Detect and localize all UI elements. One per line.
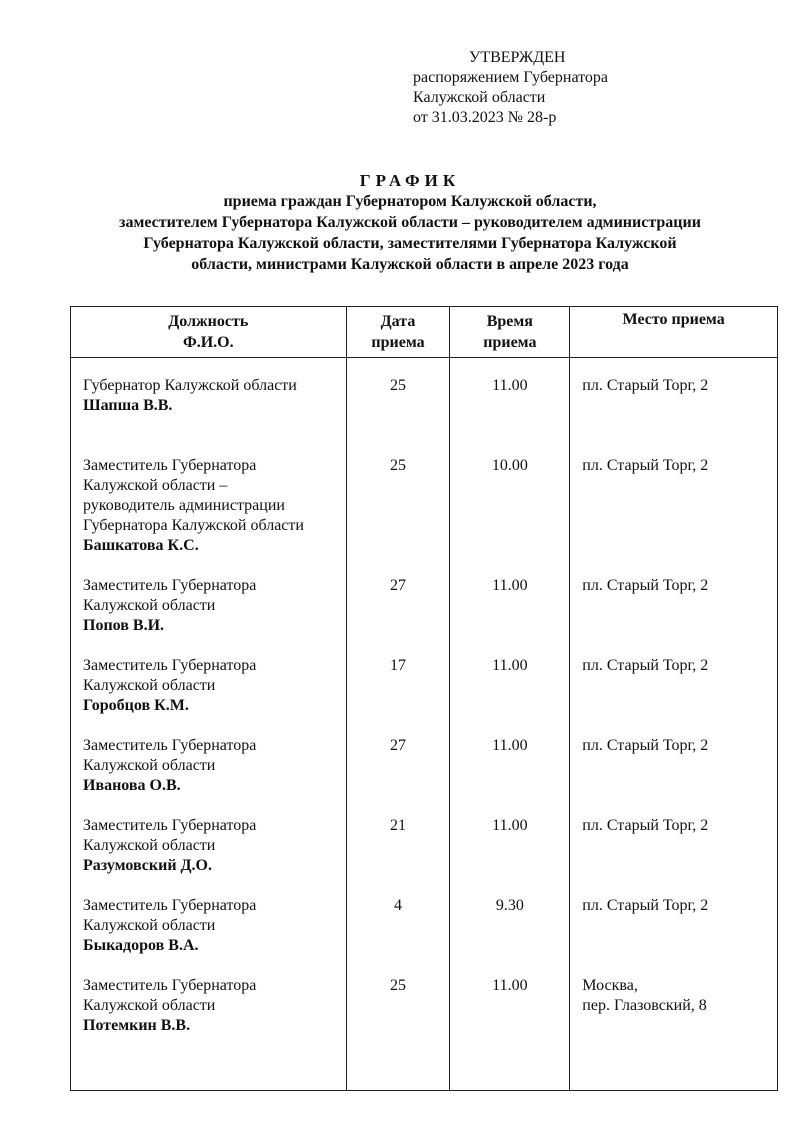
person-name: Попов В.И.: [83, 617, 165, 634]
header-date-line-1: Дата: [380, 313, 416, 330]
person-name: Шапша В.В.: [83, 397, 173, 414]
document-title: [60, 170, 760, 275]
table-row: [71, 450, 778, 570]
header-position-line-1: Должность: [168, 313, 249, 330]
title-line-1: приема граждан Губернатором Калужской области,: [223, 193, 597, 210]
date-cell: 25: [346, 358, 450, 451]
time-cell: 9.30: [450, 890, 570, 970]
position-text: Губернатор Калужской области: [83, 377, 297, 394]
position-cell: [71, 810, 347, 890]
place-cell: пл. Старый Торг, 2: [570, 570, 778, 650]
position-cell: [71, 970, 347, 1091]
place-cell: пл. Старый Торг, 2: [570, 650, 778, 730]
title-line-2: заместителем Губернатора Калужской области – руководителем администрации: [119, 214, 701, 231]
position-text: Заместитель Губернатора Калужской области – руководитель администрации Губернатора Калужской области: [83, 457, 304, 534]
table-row: [71, 570, 778, 650]
time-cell: 11.00: [450, 730, 570, 810]
position-text: Заместитель Губернатора Калужской области: [83, 657, 257, 694]
approval-stamp: [413, 48, 608, 128]
schedule-table: [70, 306, 778, 1091]
position-cell: [71, 450, 347, 570]
person-name: Башкатова К.С.: [83, 537, 199, 554]
date-cell: 27: [346, 730, 450, 810]
position-text: Заместитель Губернатора Калужской области: [83, 577, 257, 614]
date-cell: 25: [346, 970, 450, 1091]
person-name: Горобцов К.М.: [83, 697, 189, 714]
person-name: Быкадоров В.А.: [83, 937, 199, 954]
approval-line-3: Калужской области: [413, 89, 546, 106]
place-cell: пл. Старый Торг, 2: [570, 450, 778, 570]
table-row: [71, 970, 778, 1091]
place-cell: пл. Старый Торг, 2: [570, 358, 778, 451]
title-line-4: области, министрами Калужской области в апреле 2023 года: [191, 256, 629, 273]
place-cell: пл. Старый Торг, 2: [570, 890, 778, 970]
approval-line-1: УТВЕРЖДЕН: [469, 49, 566, 66]
position-cell: [71, 730, 347, 810]
time-cell: 11.00: [450, 570, 570, 650]
place-cell: пл. Старый Торг, 2: [570, 730, 778, 810]
place-cell: Москва, пер. Глазовский, 8: [570, 970, 778, 1091]
position-cell: [71, 358, 347, 451]
header-time: [450, 307, 570, 358]
date-cell: 17: [346, 650, 450, 730]
person-name: Разумовский Д.О.: [83, 857, 212, 874]
time-cell: 11.00: [450, 358, 570, 451]
date-cell: 25: [346, 450, 450, 570]
time-cell: 10.00: [450, 450, 570, 570]
title-line-3: Губернатора Калужской области, заместителями Губернатора Калужской: [143, 235, 677, 252]
approval-line-2: распоряжением Губернатора: [413, 69, 609, 86]
date-cell: 21: [346, 810, 450, 890]
approval-line-4: от 31.03.2023 № 28-р: [413, 109, 557, 126]
date-cell: 27: [346, 570, 450, 650]
position-text: Заместитель Губернатора Калужской области: [83, 897, 257, 934]
table-row: [71, 650, 778, 730]
table-row: [71, 730, 778, 810]
time-cell: 11.00: [450, 810, 570, 890]
header-position-line-2: Ф.И.О.: [182, 334, 234, 351]
table-row: [71, 890, 778, 970]
position-text: Заместитель Губернатора Калужской области: [83, 737, 257, 774]
position-text: Заместитель Губернатора Калужской области: [83, 977, 257, 1014]
header-date-line-2: приема: [371, 334, 425, 351]
header-time-line-2: приема: [483, 334, 537, 351]
position-text: Заместитель Губернатора Калужской области: [83, 817, 257, 854]
position-cell: [71, 570, 347, 650]
time-cell: 11.00: [450, 970, 570, 1091]
date-cell: 4: [346, 890, 450, 970]
title-heading: ГРАФИК: [359, 171, 461, 190]
header-position: [71, 307, 347, 358]
header-place: Место приема: [570, 307, 778, 358]
header-time-line-1: Время: [486, 313, 533, 330]
table-row: [71, 810, 778, 890]
table-header-row: [71, 307, 778, 358]
person-name: Иванова О.В.: [83, 777, 181, 794]
table-row: [71, 358, 778, 451]
position-cell: [71, 890, 347, 970]
place-cell: пл. Старый Торг, 2: [570, 810, 778, 890]
time-cell: 11.00: [450, 650, 570, 730]
header-date: [346, 307, 450, 358]
position-cell: [71, 650, 347, 730]
person-name: Потемкин В.В.: [83, 1017, 191, 1034]
